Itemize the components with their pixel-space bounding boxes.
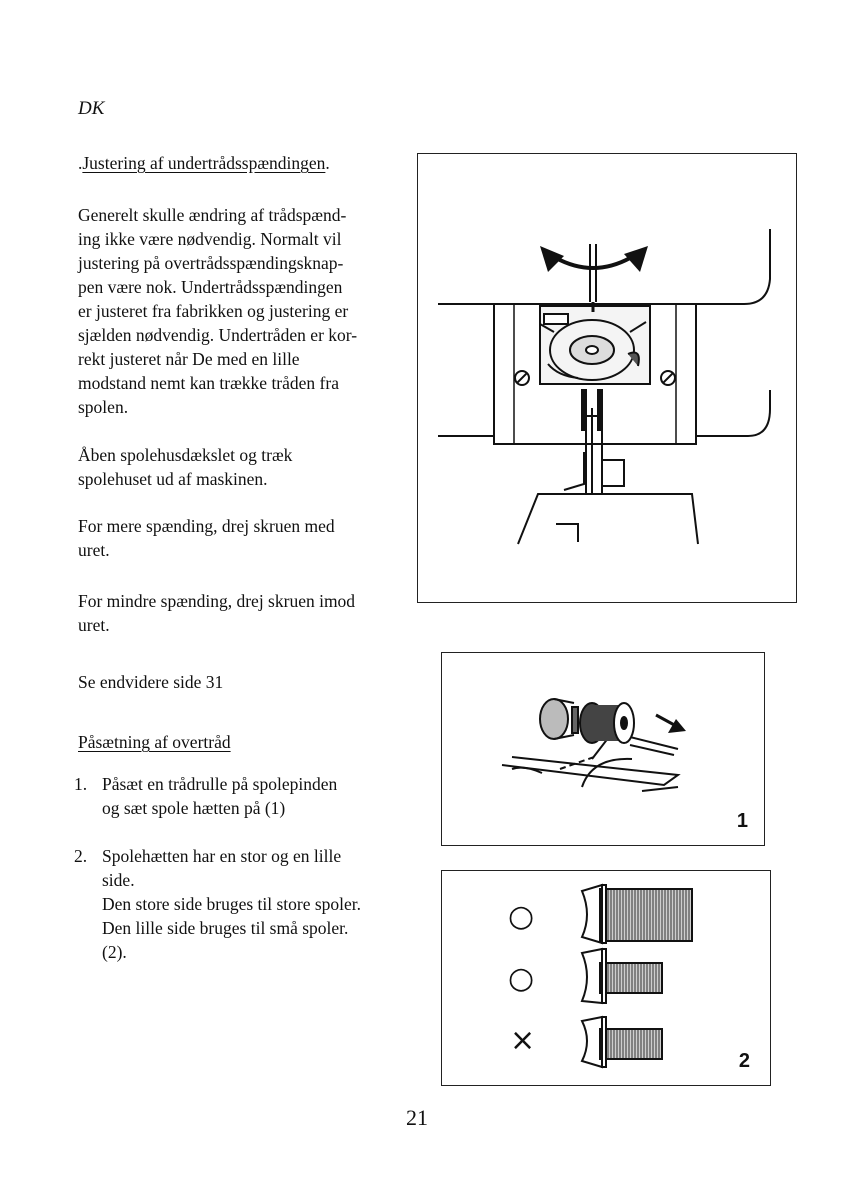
text-line: Spolehætten har en stor og en lille (102, 846, 342, 866)
bobbin-case-illustration (418, 154, 798, 604)
page-number: 21 (406, 1105, 428, 1130)
correct-mark: ○ (508, 899, 535, 934)
paragraph-less-tension (78, 589, 355, 637)
text-line: side. (102, 870, 135, 890)
text-line: justering på overtrådsspændingsknap- (78, 253, 344, 273)
see-also-reference: Se endvidere side 31 (78, 672, 224, 692)
paragraph-more-tension (78, 514, 335, 562)
list-item (74, 844, 424, 964)
text-line: uret. (78, 540, 110, 560)
text-line: er justeret fra fabrikken og justering er (78, 301, 349, 321)
heading-text: Justering af undertrådsspændingen (82, 153, 326, 173)
correct-mark: ○ (508, 961, 535, 996)
spool-cap-illustration (442, 871, 772, 1087)
figure-label: 2 (738, 1050, 750, 1072)
text-line: rekt justeret når De med en lille (78, 349, 300, 369)
text-line: uret. (78, 615, 110, 635)
language-tag: DK (78, 98, 105, 119)
steps-list (74, 772, 424, 964)
section-heading-bobbin-tension (78, 151, 330, 175)
heading-suffix: . (325, 153, 330, 173)
step-number: 2. (74, 846, 88, 866)
spool-pin-illustration (442, 653, 766, 847)
section-heading-upper-thread: Påsætning af overtråd (78, 732, 231, 752)
text-line: sjælden nødvendig. Undertråden er kor- (78, 325, 358, 345)
text-line: Den lille side bruges til små spoler. (102, 918, 349, 938)
incorrect-mark: × (510, 1023, 536, 1058)
text-line: (2). (102, 942, 127, 962)
text-line: For mere spænding, drej skruen med (78, 516, 335, 536)
text-line: Generelt skulle ændring af trådspænd- (78, 205, 347, 225)
text-line: Åben spolehusdækslet og træk (78, 445, 293, 465)
figure-bobbin-case (417, 153, 797, 603)
text-line: Påsæt en trådrulle på spolepinden (102, 774, 338, 794)
step-number: 1. (74, 774, 88, 794)
figure-spool-cap-sizes (441, 870, 771, 1086)
list-item (74, 772, 424, 820)
heading-prefix: . (78, 153, 83, 173)
text-line: og sæt spole hætten på (1) (102, 798, 286, 818)
paragraph-general (78, 203, 408, 419)
text-line: spolehuset ud af maskinen. (78, 469, 268, 489)
figure-label: 1 (736, 810, 748, 832)
paragraph-open-cover (78, 443, 292, 491)
text-line: pen være nok. Undertrådsspændingen (78, 277, 343, 297)
text-line: spolen. (78, 397, 129, 417)
figure-spool-pin (441, 652, 765, 846)
text-line: ing ikke være nødvendig. Normalt vil (78, 229, 342, 249)
text-line: Den store side bruges til store spoler. (102, 894, 362, 914)
text-line: For mindre spænding, drej skruen imod (78, 591, 356, 611)
text-line: modstand nemt kan trække tråden fra (78, 373, 339, 393)
